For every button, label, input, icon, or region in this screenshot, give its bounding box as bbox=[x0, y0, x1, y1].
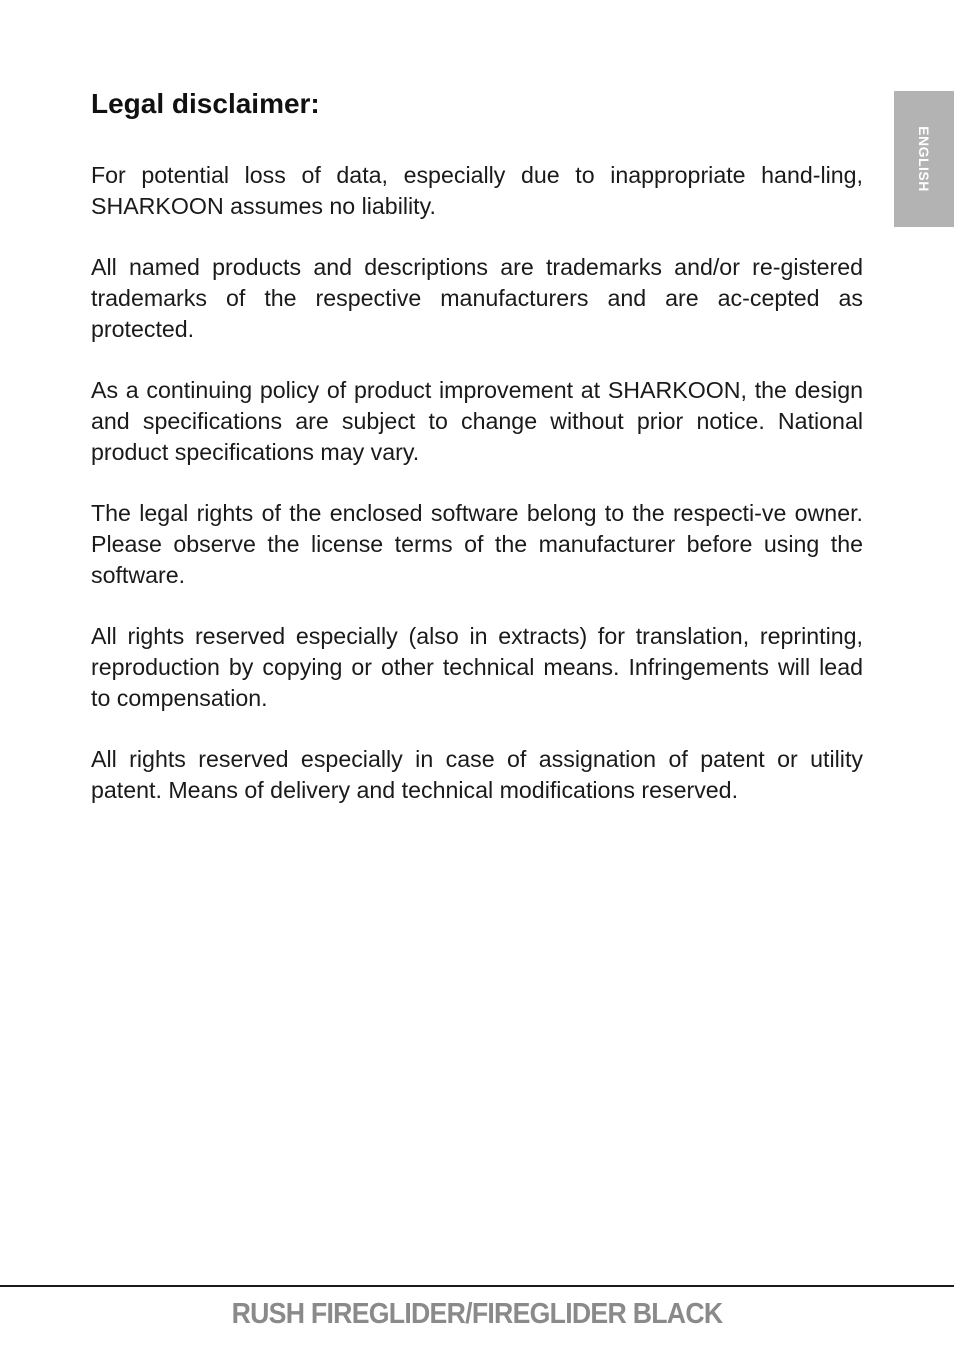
paragraph-rights-reserved: All rights reserved especially (also in extracts) for translation, reprinting, reproduction by copying or other technical means. Infringements will lead to compensation. bbox=[91, 623, 863, 711]
paragraph-trademarks: All named products and descriptions are trademarks and/or re-gistered trademarks of the respective manufacturers and are ac-cepted as protected. bbox=[91, 254, 863, 342]
page-title: Legal disclaimer: bbox=[91, 88, 320, 119]
footer-product-title: RUSH FIREGLIDER/FIREGLIDER BLACK bbox=[231, 1298, 723, 1330]
language-tab-label: ENGLISH bbox=[916, 126, 932, 192]
paragraph-data-loss: For potential loss of data, especially due to inappropriate hand-ling, SHARKOON assumes no liability. bbox=[91, 162, 863, 219]
paragraph-patent: All rights reserved especially in case of assignation of patent or utility patent. Means of delivery and technical modifications reserved. bbox=[91, 746, 863, 803]
document-body bbox=[91, 84, 863, 836]
paragraph-product-improvement: As a continuing policy of product improvement at SHARKOON, the design and specifications are subject to change without prior notice. National product specifications may vary. bbox=[91, 377, 863, 465]
footer-divider bbox=[0, 1285, 954, 1287]
language-tab bbox=[894, 91, 954, 227]
paragraph-software-rights: The legal rights of the enclosed software belong to the respecti-ve owner. Please observe the license terms of the manufacturer before using the software. bbox=[91, 500, 863, 588]
